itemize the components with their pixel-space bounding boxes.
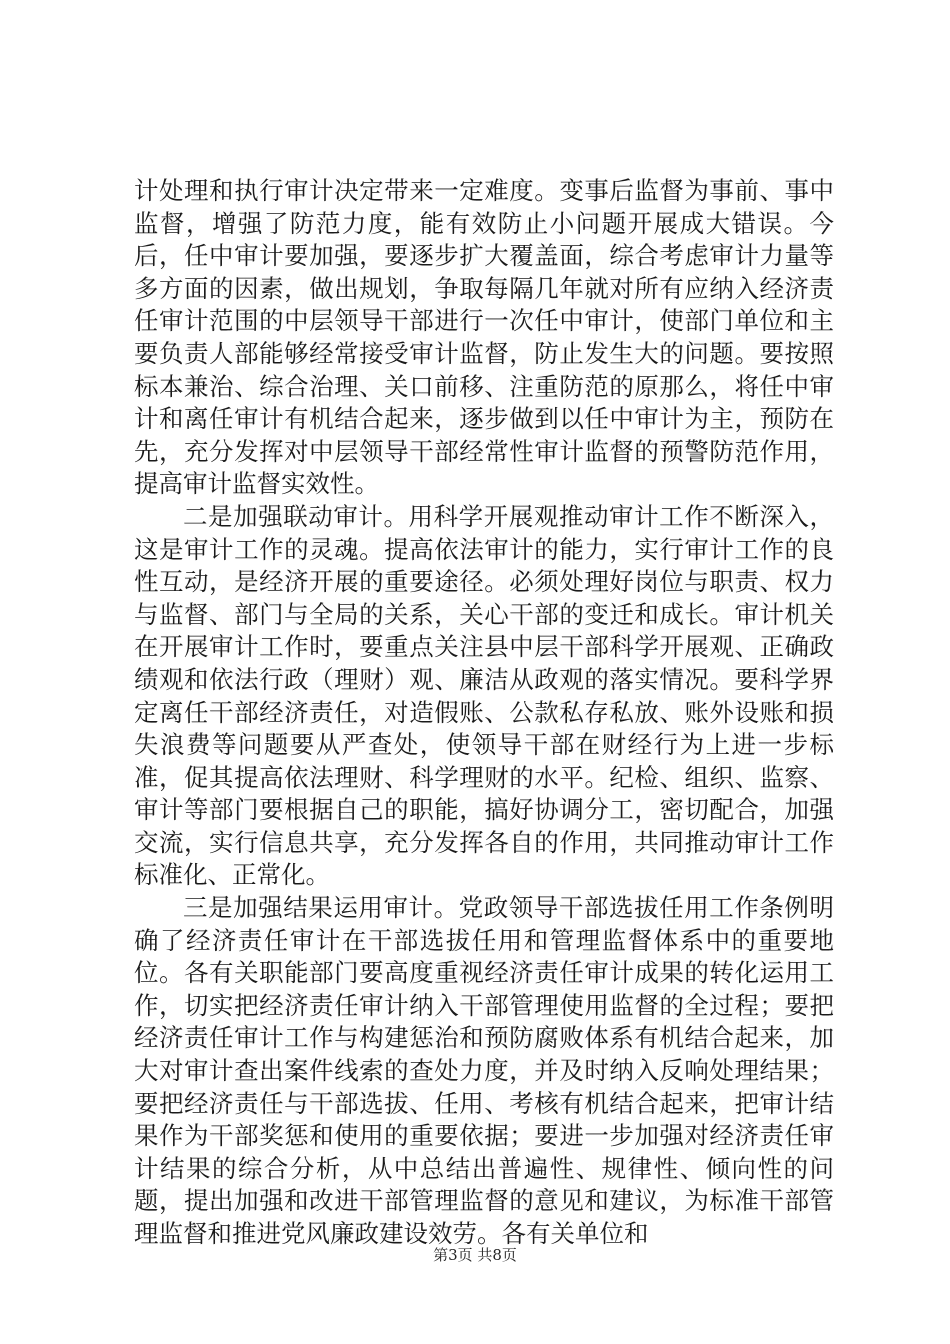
paragraph-1: 计处理和执行审计决定带来一定难度。变事后监督为事前、事中监督，增强了防范力度，能有效防止小问题开展成大错误。今后，任中审计要加强，要逐步扩大覆盖面，综合考虑审计力量等多方面的因素，做出规划，争取每隔几年就对所有应纳入经济责任审计范围的中层领导干部进行一次任中审计，使部门单位和主要负责人部能够经常接受审计监督，防止发生大的问题。要按照标本兼治、综合治理、关口前移、注重防范的原那么，将任中审计和离任审计有机结合起来，逐步做到以任中审计为主，预防在先，充分发挥对中层领导干部经常性审计监督的预警防范作用，提高审计监督实效性。 <box>134 176 834 499</box>
page-number-footer: 第3页 共8页 <box>433 1246 517 1264</box>
paragraph-3: 三是加强结果运用审计。党政领导干部选拔任用工作条例明确了经济责任审计在干部选拔任用和管理监督体系中的重要地位。各有关职能部门要高度重视经济责任审计成果的转化运用工作，切实把经济责任审计纳入干部管理使用监督的全过程；要把经济责任审计工作与构建惩治和预防腐败体系有机结合起来，加大对审计查出案件线索的查处力度，并及时纳入反响处理结果；要把经济责任与干部选拔、任用、考核有机结合起来，把审计结果作为干部奖惩和使用的重要依据；要进一步加强对经济责任审计结果的综合分析，从中总结出普遍性、规律性、倾向性的问题，提出加强和改进干部管理监督的意见和建议，为标准干部管理监督和推进党风廉政建设效劳。各有关单位和 <box>134 893 834 1248</box>
paragraph-2: 二是加强联动审计。用科学开展观推动审计工作不断深入，这是审计工作的灵魂。提高依法审计的能力，实行审计工作的良性互动，是经济开展的重要途径。必须处理好岗位与职责、权力与监督、部门与全局的关系，关心干部的变迁和成长。审计机关在开展审计工作时，要重点关注县中层干部科学开展观、正确政绩观和依法行政（理财）观、廉洁从政观的落实情况。要科学界定离任干部经济责任，对造假账、公款私存私放、账外设账和损失浪费等问题要从严查处，使领导干部在财经行为上进一步标准，促其提高依法理财、科学理财的水平。纪检、组织、监察、审计等部门要根据自己的职能，搞好协调分工，密切配合，加强交流，实行信息共享，充分发挥各自的作用，共同推动审计工作标准化、正常化。 <box>134 501 834 890</box>
document-body <box>134 175 834 1251</box>
